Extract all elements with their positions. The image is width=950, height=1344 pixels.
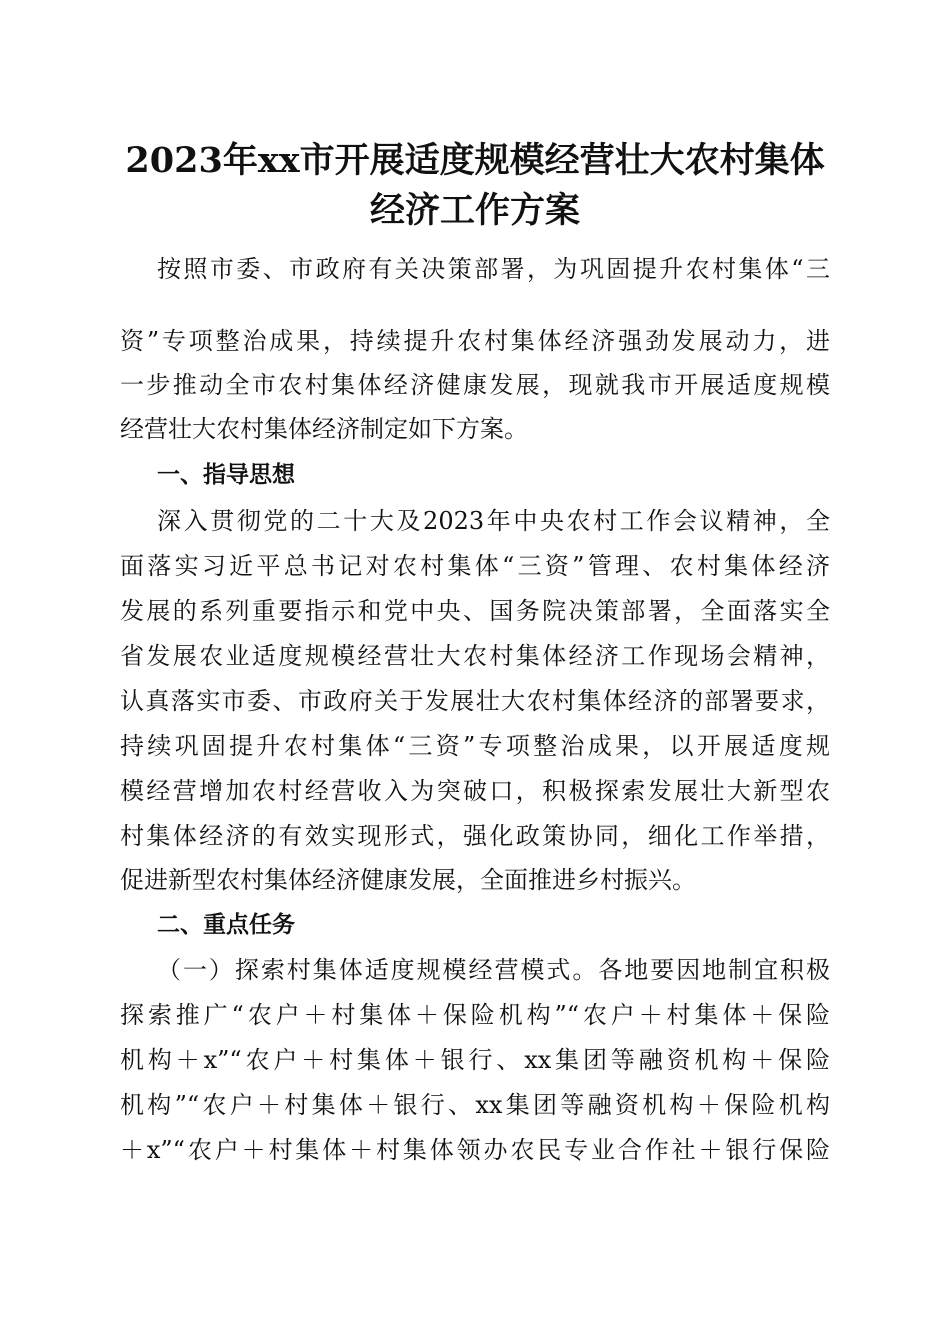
intro-line-1: 按照市委、市政府有关决策部署，为巩固提升农村集体“三	[157, 255, 830, 283]
section1-line-3: 发展的系列重要指示和党中央、国务院决策部署，全面落实全	[120, 597, 830, 625]
section1-line-5: 认真落实市委、市政府关于发展壮大农村集体经济的部署要求，	[120, 687, 830, 715]
section2-line-5: ＋x”“农户＋村集体＋村集体领办农民专业合作社＋银行保险	[120, 1136, 830, 1164]
section1-line-7: 模经营增加农村经营收入为突破口，积极探索发展壮大新型农	[120, 777, 830, 805]
section1-line-4: 省发展农业适度规模经营壮大农村集体经济工作现场会精神，	[120, 642, 830, 670]
section2-line-1: （一）探索村集体适度规模经营模式。各地要因地制宜积极	[157, 956, 830, 984]
section-heading-guiding-ideology: 一、指导思想	[157, 462, 295, 488]
section1-line-9: 促进新型农村集体经济健康发展，全面推进乡村振兴。	[120, 866, 696, 894]
section1-line-2: 面落实习近平总书记对农村集体“三资”管理、农村集体经济	[120, 552, 830, 580]
section1-line-8: 村集体经济的有效实现形式，强化政策协同，细化工作举措，	[120, 822, 830, 850]
section2-line-3: 机构＋x”“农户＋村集体＋银行、xx集团等融资机构＋保险	[120, 1046, 830, 1074]
section2-line-2: 探索推广“农户＋村集体＋保险机构”“农户＋村集体＋保险	[120, 1001, 830, 1029]
intro-line-4: 经营壮大农村集体经济制定如下方案。	[120, 415, 528, 443]
document-title-line-1: 2023年xx市开展适度规模经营壮大农村集体	[125, 140, 825, 181]
section1-line-6: 持续巩固提升农村集体“三资”专项整治成果，以开展适度规	[120, 732, 830, 760]
section1-line-1: 深入贯彻党的二十大及2023年中央农村工作会议精神，全	[157, 507, 830, 535]
intro-line-2: 资”专项整治成果，持续提升农村集体经济强劲发展动力，进	[120, 327, 830, 355]
document-title-line-2: 经济工作方案	[369, 190, 580, 231]
section-heading-key-tasks: 二、重点任务	[157, 912, 295, 938]
intro-line-3: 一步推动全市农村集体经济健康发展，现就我市开展适度规模	[120, 371, 830, 399]
section2-line-4: 机构”“农户＋村集体＋银行、xx集团等融资机构＋保险机构	[120, 1091, 830, 1119]
